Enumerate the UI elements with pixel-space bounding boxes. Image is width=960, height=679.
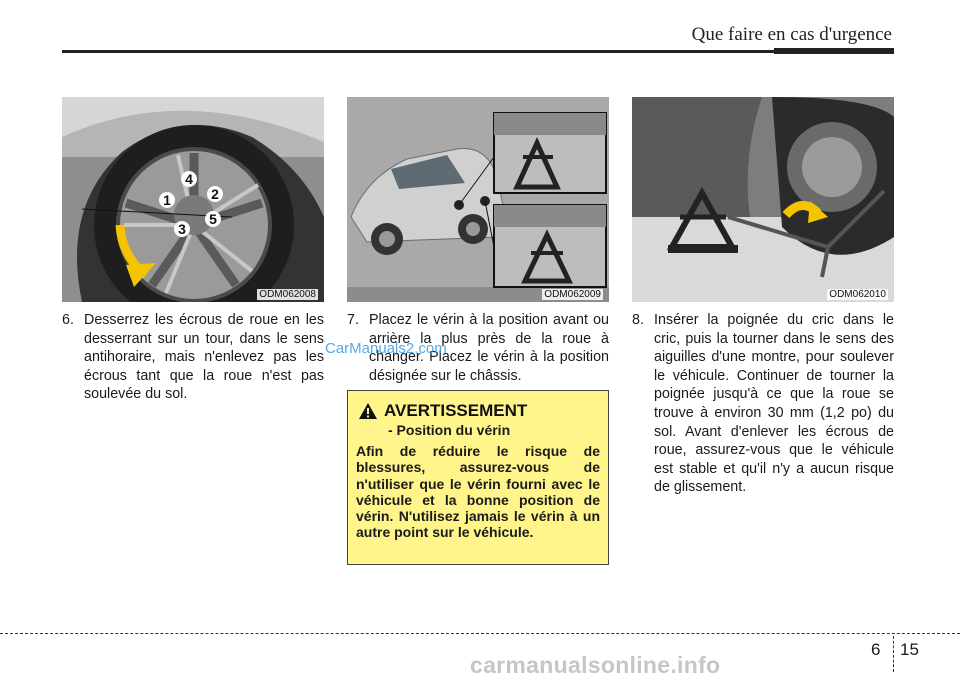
wheel-illustration <box>62 97 324 302</box>
lug-nut-label-2: 2 <box>211 186 219 202</box>
warning-box <box>347 390 609 565</box>
warning-subtitle: - Position du vérin <box>388 422 511 438</box>
chapter-title: Que faire en cas d'urgence <box>691 24 892 45</box>
step-number: 6. <box>62 312 74 328</box>
jack-handle-illustration <box>632 97 894 302</box>
figure-jack-handle <box>632 97 894 302</box>
watermark: CarManuals2.com <box>325 340 447 357</box>
step-number: 8. <box>632 312 644 328</box>
chapter-number: 6 <box>871 640 881 659</box>
figure-code: ODM062008 <box>259 289 316 300</box>
step-text: Desserrez les écrous de roue en les desserrant sur un tour, dans le sens antihoraire, mais n'enlevez pas les écrous tant que la roue n'est pas soulevée du sol. <box>84 312 324 403</box>
warning-triangle-icon <box>358 402 378 420</box>
lug-nut-label-5: 5 <box>209 211 217 227</box>
page-number: 15 <box>900 640 919 659</box>
step-6 <box>62 311 324 404</box>
warning-title <box>358 401 527 421</box>
figure-wheel-lug-nuts <box>62 97 324 302</box>
lug-nut-label-1: 1 <box>163 192 171 208</box>
warning-text: Afin de réduire le risque de blessures, assurez-vous de n'utiliser que le vérin fourni avec le véhicule et la bonne position de vérin. N'utilisez jamais le vérin à un autre point sur le véhicule. <box>356 443 600 541</box>
bottom-watermark: carmanualsonline.info <box>470 652 721 678</box>
step-text: Insérer la poignée du cric dans le cric, puis la tourner dans le sens des aiguilles d'une montre, pour soulever le véhicule. Continuer de tourner la poignée jusqu'à ce que la roue se trouve à environ 30 mm (1,2 po) du sol. Avant d'enlever les écrous de roue, assurez-vous que le véhicule est stable et qu'il n'y a aucun risque de glissement. <box>654 312 894 496</box>
header-rule <box>62 50 894 53</box>
figure-code: ODM062009 <box>544 289 601 300</box>
step-text: Placez le vérin à la position avant ou arrière la plus près de la roue à changer. Placez le vérin à la position désignée sur le châssis. <box>369 312 609 384</box>
lug-nut-label-3: 3 <box>178 221 186 237</box>
jack-position-illustration <box>347 97 609 302</box>
figure-code: ODM062010 <box>829 289 886 300</box>
step-number: 7. <box>347 312 359 328</box>
step-8 <box>632 311 894 497</box>
footer-rule <box>0 633 960 634</box>
lug-nut-label-4: 4 <box>185 171 193 187</box>
footer-separator <box>893 636 894 672</box>
warning-title-text: AVERTISSEMENT <box>384 401 528 420</box>
figure-jack-positions <box>347 97 609 302</box>
